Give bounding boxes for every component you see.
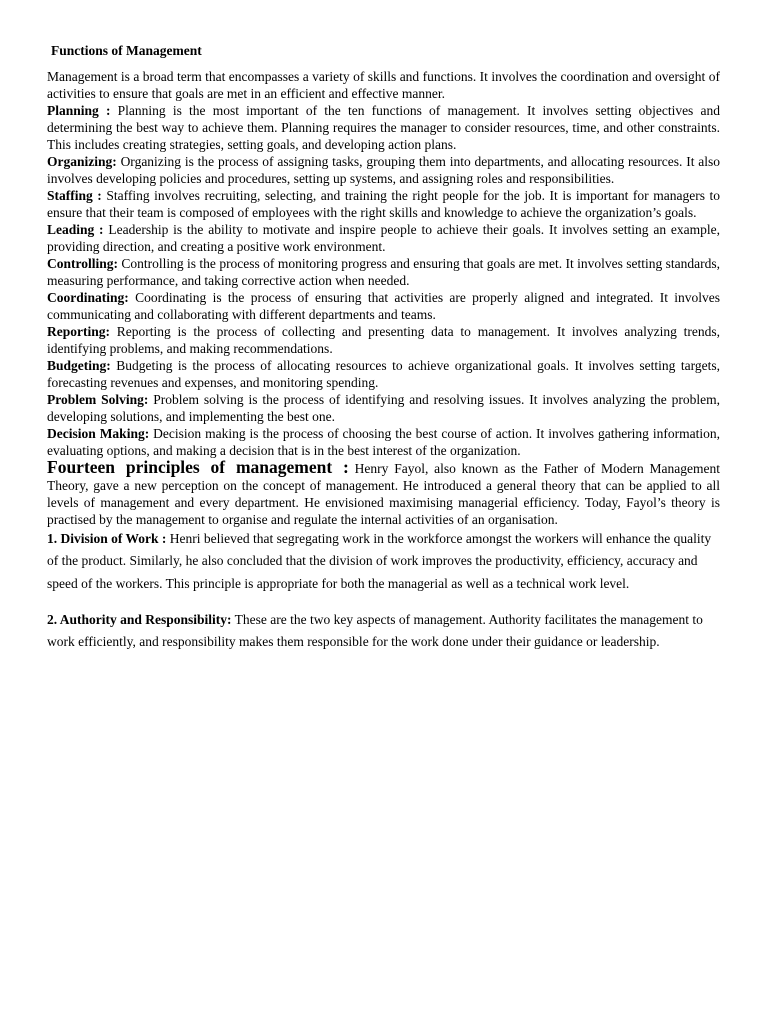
principle-division-of-work [47,528,720,595]
function-text: Coordinating is the process of ensuring that activities are properly aligned and integrated. It involves communicating and collaborating with different departments and teams. [47,290,720,322]
function-term: Problem Solving: [47,392,149,407]
function-text: Problem solving is the process of identifying and resolving issues. It involves analyzing the problem, developing solutions, and implementing the best one. [47,392,720,424]
function-text: Controlling is the process of monitoring progress and ensuring that goals are met. It involves setting standards, measuring performance, and taking corrective action when needed. [47,256,720,288]
function-staffing [47,187,720,221]
function-decision-making [47,425,720,459]
function-text: Leadership is the ability to motivate and inspire people to achieve their goals. It involves setting an example, providing direction, and creating a positive work environment. [47,222,720,254]
function-text: Planning is the most important of the ten functions of management. It involves setting objectives and determining the best way to achieve them. Planning requires the manager to consider resources, time, and other constraints. This includes creating strategies, setting goals, and developing action plans. [47,103,720,152]
fourteen-principles-heading: Fourteen principles of management : [47,457,349,477]
function-term: Leading : [47,222,104,237]
function-term: Decision Making: [47,426,150,441]
function-planning [47,102,720,153]
function-text: Organizing is the process of assigning tasks, grouping them into departments, and allocating resources. It also involves developing policies and procedures, setting up systems, and assigning roles and responsibilities. [47,154,720,186]
function-problem-solving [47,391,720,425]
function-text: Staffing involves recruiting, selecting, and training the right people for the job. It is important for managers to ensure that their team is composed of employees with the right skills and knowledge to achieve the organization’s goals. [47,188,721,220]
function-term: Reporting: [47,324,110,339]
function-reporting [47,323,720,357]
principle-text: These are the two key aspects of management. Authority facilitates the management to work efficiently, and responsibility makes them responsible for the work done under their guidance or leadership. [47,611,703,650]
function-text: Budgeting is the process of allocating resources to achieve organizational goals. It involves setting targets, forecasting revenues and expenses, and monitoring spending. [47,358,720,390]
function-leading [47,221,720,255]
principle-text: Henri believed that segregating work in the workforce amongst the workers will enhance the quality of the product. Similarly, he also concluded that the division of work improves the productivity, efficiency, accuracy and speed of the workers. This principle is appropriate for both the managerial as well as a technical work level. [47,531,712,591]
fourteen-principles-text: Henry Fayol, also known as the Father of Modern Management Theory, gave a new perception on the concept of management. He introduced a general theory that can be applied to all levels of management and every department. He envisioned maximising managerial efficiency. Today, Fayol’s theory is practised by the management to organise and regulate the internal activities of an organisation. [47,461,720,527]
function-term: Staffing : [47,188,102,203]
intro-paragraph: Management is a broad term that encompasses a variety of skills and functions. It involves the coordination and oversight of activities to ensure that goals are met in an efficient and effective manner. [47,69,720,101]
principle-term: 2. Authority and Responsibility: [47,611,232,627]
function-term: Planning : [47,103,111,118]
function-text: Reporting is the process of collecting and presenting data to management. It involves analyzing trends, identifying problems, and making recommendations. [47,324,720,356]
function-controlling [47,255,720,289]
fourteen-principles-paragraph [47,459,720,528]
principle-authority-responsibility [47,609,720,654]
principle-term: 1. Division of Work : [47,531,167,546]
document-title: Functions of Management [51,43,202,58]
function-term: Coordinating: [47,290,129,305]
function-text: Decision making is the process of choosing the best course of action. It involves gathering information, evaluating options, and making a decision that is in the best interest of the organization. [47,426,720,458]
document-page [47,42,720,667]
function-organizing [47,153,720,187]
function-term: Organizing: [47,154,117,169]
function-term: Budgeting: [47,358,111,373]
function-budgeting [47,357,720,391]
function-term: Controlling: [47,256,119,271]
function-coordinating [47,289,720,323]
